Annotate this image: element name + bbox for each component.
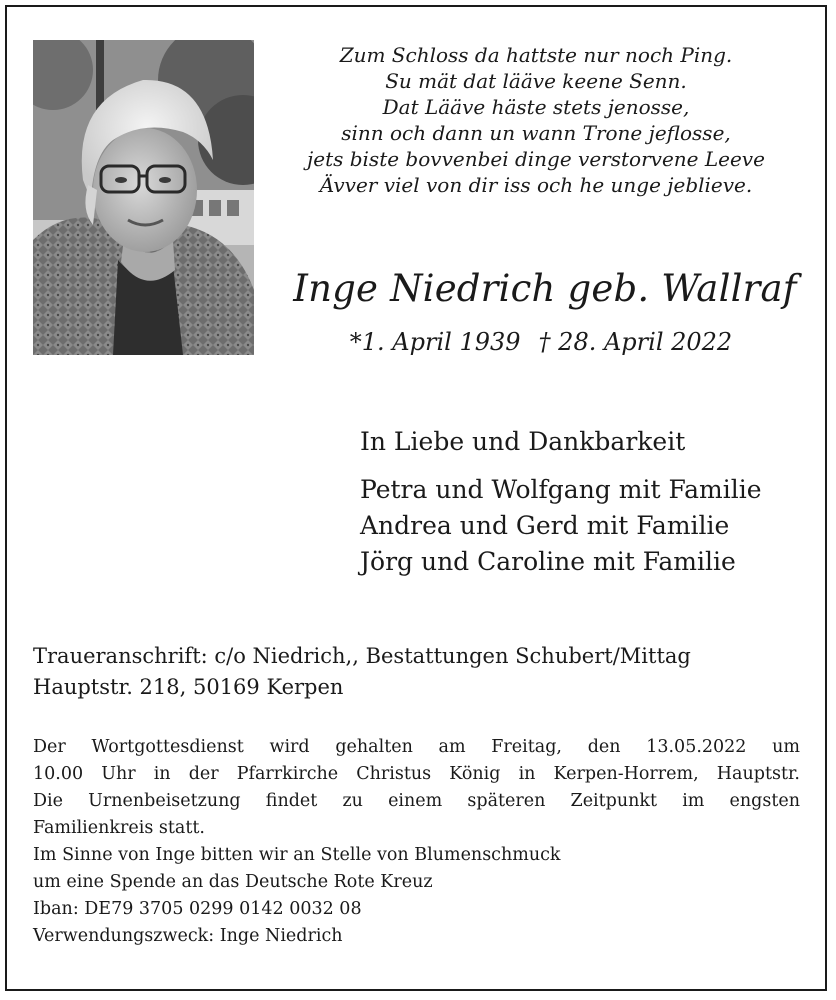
family-member: Jörg und Caroline mit Familie [360, 547, 736, 576]
mourning-address [33, 641, 823, 703]
family-member: Andrea und Gerd mit Familie [360, 511, 730, 540]
memorial-poem [272, 42, 800, 198]
service-line: Familienkreis statt. [33, 818, 205, 838]
family-signature [360, 424, 828, 580]
poem-line: Su mät dat lääve keene Senn. [385, 69, 687, 93]
service-line: Die Urnenbeisetzung findet zu einem späteren Zeitpunkt im engsten [33, 791, 800, 811]
iban-line: Iban: DE79 3705 0299 0142 0032 08 [33, 899, 362, 919]
poem-line: Ävver viel von dir iss och he unge jeblieve. [319, 173, 753, 197]
poem-line: Dat Lääve häste stets jenosse, [382, 95, 690, 119]
service-notice [33, 734, 800, 950]
address-line: Hauptstr. 218, 50169 Kerpen [33, 675, 344, 699]
portrait-photo [33, 40, 254, 355]
family-intro: In Liebe und Dankbarkeit [360, 427, 686, 456]
reference-line: Verwendungszweck: Inge Niedrich [33, 926, 343, 946]
poem-line: sinn och dann un wann Trone jeflosse, [341, 121, 731, 145]
life-dates [272, 324, 810, 360]
poem-line: jets biste bovvenbei dinge verstorvene Leeve [307, 147, 765, 171]
poem-line: Zum Schloss da hattste nur noch Ping. [339, 43, 733, 67]
deceased-name: Inge Niedrich geb. Wallraf [293, 267, 797, 310]
family-member: Petra und Wolfgang mit Familie [360, 475, 762, 504]
death-date: † 28. April 2022 [538, 328, 733, 356]
donation-line: Im Sinne von Inge bitten wir an Stelle von Blumenschmuck [33, 845, 561, 865]
service-line: 10.00 Uhr in der Pfarrkirche Christus König in Kerpen-Horrem, Hauptstr. [33, 764, 800, 784]
birth-date: *1. April 1939 [349, 328, 521, 356]
address-line: Traueranschrift: c/o Niedrich,, Bestattungen Schubert/Mittag [33, 644, 691, 668]
portrait-image [33, 40, 254, 355]
donation-line: um eine Spende an das Deutsche Rote Kreuz [33, 872, 433, 892]
service-line: Der Wortgottesdienst wird gehalten am Freitag, den 13.05.2022 um [33, 737, 800, 757]
